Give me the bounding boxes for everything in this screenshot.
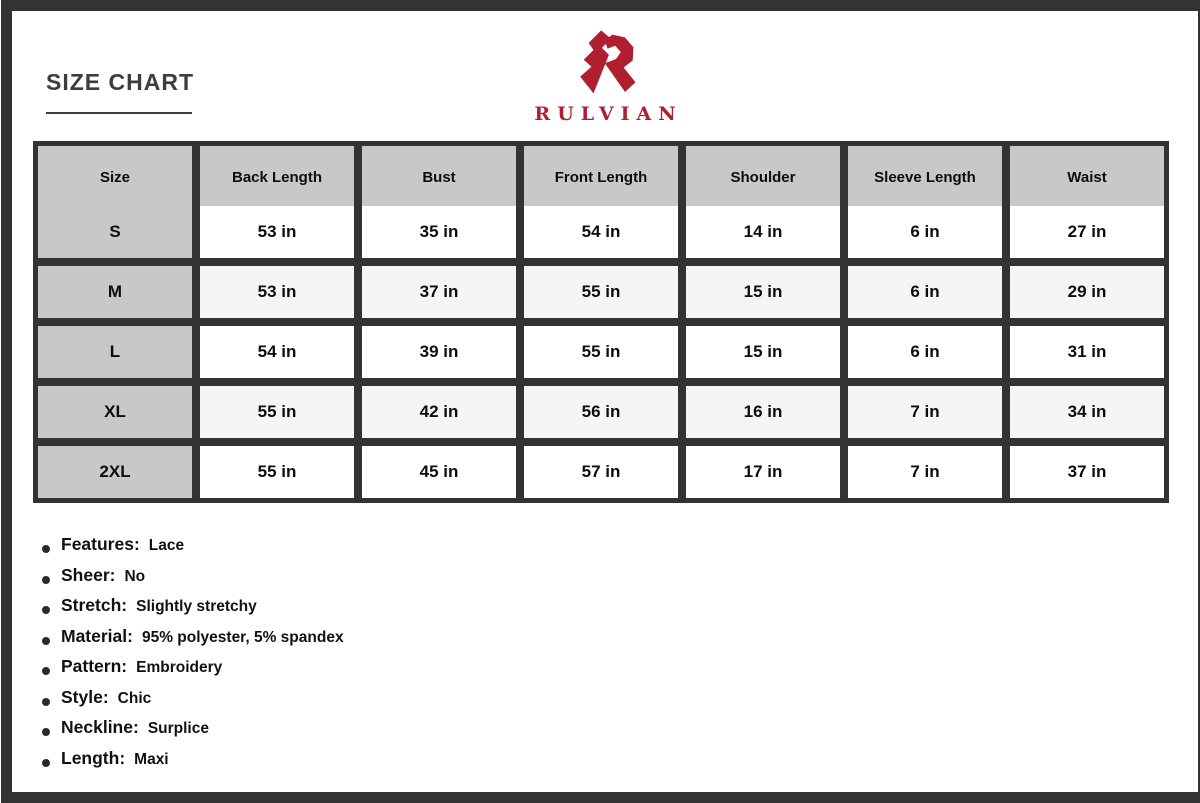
brand-block bbox=[527, 29, 682, 125]
value-cell: 53 in bbox=[200, 266, 354, 318]
bullet-icon bbox=[42, 728, 50, 736]
value-cell: 35 in bbox=[362, 206, 516, 258]
value-cell: 55 in bbox=[524, 266, 678, 318]
detail-item bbox=[42, 748, 344, 779]
header-cell: Sleeve Length bbox=[848, 146, 1002, 208]
brand-logo-r-icon bbox=[568, 29, 642, 99]
detail-item bbox=[42, 687, 344, 718]
header-cell: Bust bbox=[362, 146, 516, 208]
value-cell: 27 in bbox=[1010, 206, 1164, 258]
detail-item bbox=[42, 656, 344, 687]
header-cell: Back Length bbox=[200, 146, 354, 208]
detail-label: Neckline: bbox=[61, 717, 139, 737]
detail-item bbox=[42, 717, 344, 748]
value-cell: 53 in bbox=[200, 206, 354, 258]
bullet-icon bbox=[42, 637, 50, 645]
detail-value: Chic bbox=[117, 689, 152, 707]
header-cell: Waist bbox=[1010, 146, 1164, 208]
value-cell: 6 in bbox=[848, 266, 1002, 318]
value-cell: 55 in bbox=[524, 326, 678, 378]
value-cell: 54 in bbox=[524, 206, 678, 258]
value-cell: 54 in bbox=[200, 326, 354, 378]
detail-value: Maxi bbox=[134, 750, 169, 768]
detail-label: Stretch: bbox=[61, 595, 128, 615]
value-cell: 37 in bbox=[1010, 446, 1164, 498]
value-cell: 14 in bbox=[686, 206, 840, 258]
value-cell: 17 in bbox=[686, 446, 840, 498]
detail-label: Features: bbox=[61, 534, 140, 554]
value-cell: 45 in bbox=[362, 446, 516, 498]
bullet-icon bbox=[42, 545, 50, 553]
size-cell: M bbox=[38, 266, 192, 318]
detail-value: Slightly stretchy bbox=[136, 598, 257, 615]
detail-value: 95% polyester, 5% spandex bbox=[141, 628, 344, 646]
detail-value: No bbox=[124, 567, 146, 585]
bullet-icon bbox=[42, 667, 50, 675]
value-cell: 29 in bbox=[1010, 266, 1164, 318]
value-cell: 37 in bbox=[362, 266, 516, 318]
detail-item bbox=[42, 595, 344, 626]
header-cell: Front Length bbox=[524, 146, 678, 208]
product-details-list bbox=[42, 534, 344, 778]
value-cell: 34 in bbox=[1010, 386, 1164, 438]
value-cell: 16 in bbox=[686, 386, 840, 438]
page-title: SIZE CHART bbox=[46, 69, 194, 95]
value-cell: 7 in bbox=[848, 386, 1002, 438]
size-cell: L bbox=[38, 326, 192, 378]
value-cell: 39 in bbox=[362, 326, 516, 378]
value-cell: 57 in bbox=[524, 446, 678, 498]
value-cell: 56 in bbox=[524, 386, 678, 438]
detail-item bbox=[42, 565, 344, 596]
header-cell: Size bbox=[38, 146, 192, 208]
title-block bbox=[46, 69, 194, 114]
value-cell: 6 in bbox=[848, 326, 1002, 378]
detail-item bbox=[42, 626, 344, 657]
value-cell: 6 in bbox=[848, 206, 1002, 258]
value-cell: 31 in bbox=[1010, 326, 1164, 378]
size-cell: 2XL bbox=[38, 446, 192, 498]
size-chart-table bbox=[33, 141, 1169, 503]
value-cell: 15 in bbox=[686, 326, 840, 378]
detail-item bbox=[42, 534, 344, 565]
page-frame bbox=[1, 0, 1200, 803]
value-cell: 42 in bbox=[362, 386, 516, 438]
title-underline bbox=[46, 112, 192, 114]
value-cell: 55 in bbox=[200, 386, 354, 438]
bullet-icon bbox=[42, 606, 50, 614]
size-cell: S bbox=[38, 206, 192, 258]
detail-value: Embroidery bbox=[136, 659, 223, 676]
detail-label: Length: bbox=[61, 747, 126, 768]
detail-value: Lace bbox=[148, 537, 185, 554]
bullet-icon bbox=[42, 698, 50, 706]
header-cell: Shoulder bbox=[686, 146, 840, 208]
bullet-icon bbox=[42, 759, 50, 767]
bullet-icon bbox=[42, 576, 50, 584]
detail-label: Style: bbox=[61, 686, 109, 707]
detail-label: Material: bbox=[61, 625, 133, 646]
brand-name: RULVIAN bbox=[534, 103, 683, 125]
size-cell: XL bbox=[38, 386, 192, 438]
value-cell: 7 in bbox=[848, 446, 1002, 498]
value-cell: 55 in bbox=[200, 446, 354, 498]
detail-label: Pattern: bbox=[61, 656, 128, 676]
detail-value: Surplice bbox=[147, 720, 209, 737]
detail-label: Sheer: bbox=[61, 564, 116, 585]
value-cell: 15 in bbox=[686, 266, 840, 318]
